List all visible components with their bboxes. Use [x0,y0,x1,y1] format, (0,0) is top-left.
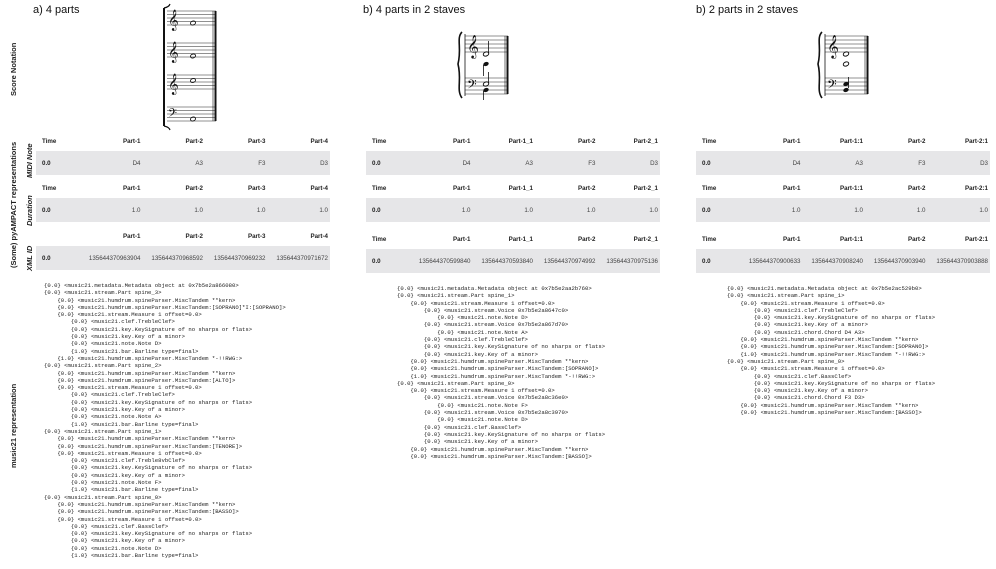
header-part: Part-1 [122,184,141,192]
music21-listing-b [397,285,605,460]
code-line: {0.0} <music21.stream.Measure 1 offset=0.0> [44,449,202,457]
header-part: Part-4 [310,137,328,145]
header-part: Part-4 [310,184,328,192]
value-cell: 1.0 [649,206,658,214]
header-part: Part-2 [185,232,203,240]
header-part: Part-2:1 [964,184,988,192]
time-cell: 0.0 [702,206,711,214]
header-part: Part-2 [185,137,203,145]
code-line: {0.0} <music21.key.Key of a minor> [727,321,868,329]
header-time: Time [702,184,717,192]
code-line: {0.0} <music21.humdrum.spineParser.MiscTandem:[SOPRANO]> [727,343,929,351]
code-line: {0.0} <music21.stream.Voice 0x7b5e2a867d70> [397,321,569,329]
code-line: {0.0} <music21.stream.Measure 1 offset=0.0> [44,311,202,319]
midi-table-c [696,131,990,175]
header-part: Part-1_1 [508,184,533,192]
code-line: {0.0} <music21.metadata.Metadata object at 0x7b5e2aa2b760> [397,285,592,292]
treble-clef-icon: 𝄞 [827,34,839,58]
value-cell: 1.0 [461,206,471,214]
header-part: Part-1 [452,137,471,145]
code-line: {0.0} <music21.stream.Measure 1 offset=0.0> [397,299,555,307]
value-cell: A3 [855,159,863,167]
code-line: {0.0} <music21.stream.Measure 1 offset=0.0> [727,365,885,373]
value-cell: D4 [792,159,801,167]
code-line: {0.0} <music21.key.Key of a minor> [44,471,185,479]
music21-listing-a [44,282,286,559]
value-cell: 135644370903888 [936,257,988,265]
header-part: Part-1:1 [839,235,863,243]
code-line: {0.0} <music21.clef.BassClef> [397,423,522,431]
value-cell: D3 [650,159,658,167]
header-time: Time [42,184,57,192]
code-line: {0.0} <music21.note.Note D> [397,416,528,424]
header-part: Part-1 [122,137,141,145]
value-cell: 135644370900633 [748,257,801,265]
value-cell: 135644370903940 [873,257,926,265]
code-line: {1.0} <music21.bar.Barline type=final> [44,551,199,559]
header-part: Part-1_1 [508,137,533,145]
chord-note-d3 [843,87,850,93]
code-line: {1.0} <music21.humdrum.spineParser.MiscTandem *-!!RWG:> [727,350,926,358]
header-part: Part-2:1 [964,235,988,243]
code-line: {0.0} <music21.stream.Part spine_1> [44,427,162,435]
code-line: {0.0} <music21.humdrum.spineParser.MiscTandem:[BASSO]> [727,409,922,417]
header-time: Time [372,137,387,145]
code-line: {0.0} <music21.note.Note A> [44,413,162,421]
row-label-midi-note: MIDI Note [25,143,34,178]
code-line: {0.0} <music21.clef.BassClef> [727,372,852,380]
code-line: {0.0} <music21.key.Key of a minor> [727,387,868,395]
header-part: Part-1 [452,184,471,192]
time-cell: 0.0 [372,257,381,265]
duration-table-c [696,178,990,222]
code-line: {0.0} <music21.humdrum.spineParser.MiscTandem:[SOPRANO]> [397,365,599,373]
code-line: {0.0} <music21.key.KeySignature of no sharps or flats> [727,379,936,387]
code-line: {0.0} <music21.chord.Chord D4 A3> [727,328,865,336]
value-cell: 135644370975136 [606,257,658,265]
header-part: Part-2 [907,137,926,145]
value-cell: 1.0 [524,206,533,214]
code-line: {0.0} <music21.stream.Part spine_2> [44,362,162,370]
time-cell: 0.0 [42,159,51,167]
xmlid-table-b [366,229,660,273]
treble-clef-icon: 𝄞 [168,42,179,63]
panel-c-title: b) 2 parts in 2 staves [696,4,799,16]
header-part: Part-2 [577,235,596,243]
value-cell: 135644370599840 [418,257,471,265]
code-line: {0.0} <music21.clef.TrebleClef> [727,306,858,314]
code-line: {0.0} <music21.stream.Part spine_0> [44,493,162,501]
row-label-xml-id: XML ID [25,245,34,271]
header-part: Part-2_1 [633,184,658,192]
value-cell: 1.0 [916,206,926,214]
midi-table-a [36,131,330,175]
treble-clef-icon: 𝄞 [168,74,179,95]
value-cell: 1.0 [586,206,596,214]
header-part: Part-2 [907,235,926,243]
code-line: {0.0} <music21.stream.Measure 1 offset=0.0> [727,299,885,307]
header-part: Part-3 [247,184,266,192]
code-line: {0.0} <music21.stream.Measure 1 offset=0.0> [44,515,202,523]
code-line: {0.0} <music21.humdrum.spineParser.MiscTandem:[ALTO]> [44,376,236,384]
header-part: Part-1 [122,232,141,240]
value-cell: 1.0 [256,206,266,214]
header-part: Part-2 [907,184,926,192]
code-line: {0.0} <music21.stream.Voice 0x7b5e2a8c36e0> [397,394,569,402]
code-line: {0.0} <music21.humdrum.spineParser.MiscTandem **kern> [44,500,236,508]
code-line: {0.0} <music21.key.KeySignature of no sharps or flats> [44,325,253,333]
value-cell: 135644370971672 [276,254,328,262]
code-line: {0.0} <music21.chord.Chord F3 D3> [727,394,865,402]
code-line: {0.0} <music21.clef.TrebleClef> [397,336,528,344]
header-time: Time [702,137,717,145]
code-line: {0.0} <music21.key.KeySignature of no sharps or flats> [727,314,936,322]
midi-table-b [366,131,660,175]
code-line: {0.0} <music21.clef.BassClef> [44,522,169,530]
header-time: Time [702,235,717,243]
score-panel-a [160,6,220,128]
code-line: {0.0} <music21.note.Note A> [397,328,528,336]
header-time: Time [372,235,387,243]
value-cell: 135644370968592 [151,254,203,262]
value-cell: D4 [462,159,471,167]
code-line: {1.0} <music21.bar.Barline type=final> [44,486,199,494]
code-line: {0.0} <music21.key.Key of a minor> [44,537,185,545]
code-line: {0.0} <music21.key.KeySignature of no sharps or flats> [397,430,606,438]
header-part: Part-2 [577,184,596,192]
code-line: {1.0} <music21.bar.Barline type=final> [44,420,199,428]
value-cell: 1.0 [979,206,988,214]
header-part: Part-1 [452,235,471,243]
value-cell: D4 [132,159,141,167]
time-cell: 0.0 [702,257,711,265]
header-part: Part-2 [577,137,596,145]
header-part: Part-1:1 [839,137,863,145]
code-line: {0.0} <music21.key.KeySignature of no sharps or flats> [44,464,253,472]
value-cell: 135644370974992 [543,257,596,265]
duration-table-b [366,178,660,222]
value-cell: 135644370908240 [811,257,863,265]
header-part: Part-2:1 [964,137,988,145]
score-panel-b [456,30,516,102]
score-panel-c [816,30,876,102]
header-part: Part-1 [782,137,801,145]
value-cell: F3 [918,159,926,167]
note-head-a3 [190,53,196,58]
code-line: {1.0} <music21.humdrum.spineParser.MiscTandem *-!!RWG:> [44,354,243,362]
value-cell: 135644370969232 [213,254,266,262]
value-cell: 135644370593840 [481,257,533,265]
code-line: {1.0} <music21.bar.Barline type=final> [44,347,199,355]
code-line: {0.0} <music21.stream.Part spine_0> [397,379,515,387]
row-label-score-notation: Score Notation [9,42,18,96]
row-label-pyampact-group: (Some) pyAMPACT representations [9,141,18,268]
grand-staff-brace [458,32,462,98]
duration-table-a [36,178,330,222]
code-line: {0.0} <music21.key.Key of a minor> [44,333,185,341]
header-part: Part-1_1 [508,235,533,243]
time-cell: 0.0 [372,159,381,167]
treble-clef-icon: 𝄞 [168,10,179,31]
header-part: Part-2 [185,184,203,192]
header-time: Time [42,137,57,145]
value-cell: D3 [320,159,328,167]
value-cell: 1.0 [131,206,141,214]
code-line: {0.0} <music21.stream.Measure 1 offset=0.0> [44,384,202,392]
code-line: {0.0} <music21.humdrum.spineParser.MiscTandem **kern> [397,445,589,453]
code-line: {0.0} <music21.humdrum.spineParser.MiscTandem:[TENORE]> [44,442,243,450]
time-cell: 0.0 [42,206,51,214]
code-line: {0.0} <music21.humdrum.spineParser.MiscTandem **kern> [44,296,236,304]
code-line: {0.0} <music21.note.Note F> [44,479,162,487]
code-line: {0.0} <music21.stream.Voice 0x7b5e2a8c3970> [397,409,569,417]
time-cell: 0.0 [42,254,51,262]
bass-clef-icon: 𝄢 [827,77,837,95]
value-cell: 1.0 [854,206,863,214]
code-line: {0.0} <music21.key.KeySignature of no sharps or flats> [44,530,253,538]
header-part: Part-1 [782,184,801,192]
code-line: {0.0} <music21.humdrum.spineParser.MiscTandem:[BASSO]> [397,452,592,460]
code-line: {0.0} <music21.clef.TrebleClef> [44,318,175,326]
code-line: {0.0} <music21.clef.TrebleClef> [44,391,175,399]
value-cell: F3 [588,159,596,167]
header-time: Time [372,184,387,192]
code-line: {0.0} <music21.humdrum.spineParser.MiscTandem **kern> [397,357,589,365]
code-line: {0.0} <music21.note.Note D> [397,314,528,322]
value-cell: A3 [195,159,203,167]
panel-b-title: b) 4 parts in 2 staves [363,4,466,16]
code-line: {0.0} <music21.humdrum.spineParser.MiscTandem **kern> [44,369,236,377]
code-line: {0.0} <music21.stream.Part spine_3> [44,289,162,297]
code-line: {0.0} <music21.stream.Voice 0x7b5e2a8647c0> [397,306,569,314]
code-line: {0.0} <music21.key.Key of a minor> [44,406,185,414]
header-part: Part-1:1 [839,184,863,192]
code-line: {0.0} <music21.stream.Part spine_0> [727,357,845,365]
value-cell: D3 [980,159,988,167]
code-line: {0.0} <music21.stream.Measure 1 offset=0.0> [397,387,555,395]
value-cell: 1.0 [791,206,801,214]
code-line: {0.0} <music21.key.Key of a minor> [397,438,538,446]
code-line: {0.0} <music21.humdrum.spineParser.MiscTandem:[SOPRANO]*I:[SOPRANO]> [44,303,286,311]
code-line: {0.0} <music21.note.Note D> [44,340,162,348]
value-cell: 1.0 [319,206,328,214]
xmlid-table-a [36,226,330,270]
code-line: {0.0} <music21.metadata.Metadata object at 0x7b5e2a866080> [44,282,239,289]
row-label-duration: Duration [25,195,34,226]
code-line: {0.0} <music21.key.KeySignature of no sharps or flats> [44,398,253,406]
bass-clef-icon: 𝄢 [168,107,178,123]
code-line: {0.0} <music21.humdrum.spineParser.MiscTandem **kern> [727,401,919,409]
value-cell: F3 [258,159,266,167]
value-cell: 1.0 [194,206,203,214]
header-part: Part-3 [247,137,266,145]
code-line: {0.0} <music21.stream.Part spine_1> [727,292,845,300]
chord-note-a3 [843,61,850,67]
code-line: {0.0} <music21.note.Note F> [397,401,528,409]
code-line: {0.0} <music21.key.Key of a minor> [397,350,538,358]
bass-clef-icon: 𝄢 [467,77,477,95]
code-line: {0.0} <music21.humdrum.spineParser.MiscTandem **kern> [44,435,236,443]
panel-a-title: a) 4 parts [33,4,80,16]
code-line: {0.0} <music21.humdrum.spineParser.MiscTandem:[BASSO]> [44,508,239,516]
value-cell: 135644370963904 [88,254,141,262]
time-cell: 0.0 [702,159,711,167]
treble-clef-icon: 𝄞 [467,34,479,58]
row-label-music21: music21 representation [9,383,18,468]
header-part: Part-2_1 [633,235,658,243]
music21-listing-c [727,285,935,416]
header-part: Part-2_1 [633,137,658,145]
header-part: Part-1 [782,235,801,243]
grand-staff-brace [818,32,822,98]
code-line: {1.0} <music21.humdrum.spineParser.MiscTandem *-!!RWG:> [397,372,596,380]
code-line: {0.0} <music21.key.KeySignature of no sharps or flats> [397,343,606,351]
code-line: {0.0} <music21.humdrum.spineParser.MiscTandem **kern> [727,336,919,344]
time-cell: 0.0 [372,206,381,214]
code-line: {0.0} <music21.stream.Part spine_1> [397,292,515,300]
code-line: {0.0} <music21.metadata.Metadata object at 0x7b5e2ac529b0> [727,285,922,292]
xmlid-table-c [696,229,990,273]
code-line: {0.0} <music21.clef.Treble8vbClef> [44,457,185,465]
header-part: Part-4 [310,232,328,240]
header-part: Part-3 [247,232,266,240]
value-cell: A3 [525,159,533,167]
code-line: {0.0} <music21.note.Note D> [44,544,162,552]
